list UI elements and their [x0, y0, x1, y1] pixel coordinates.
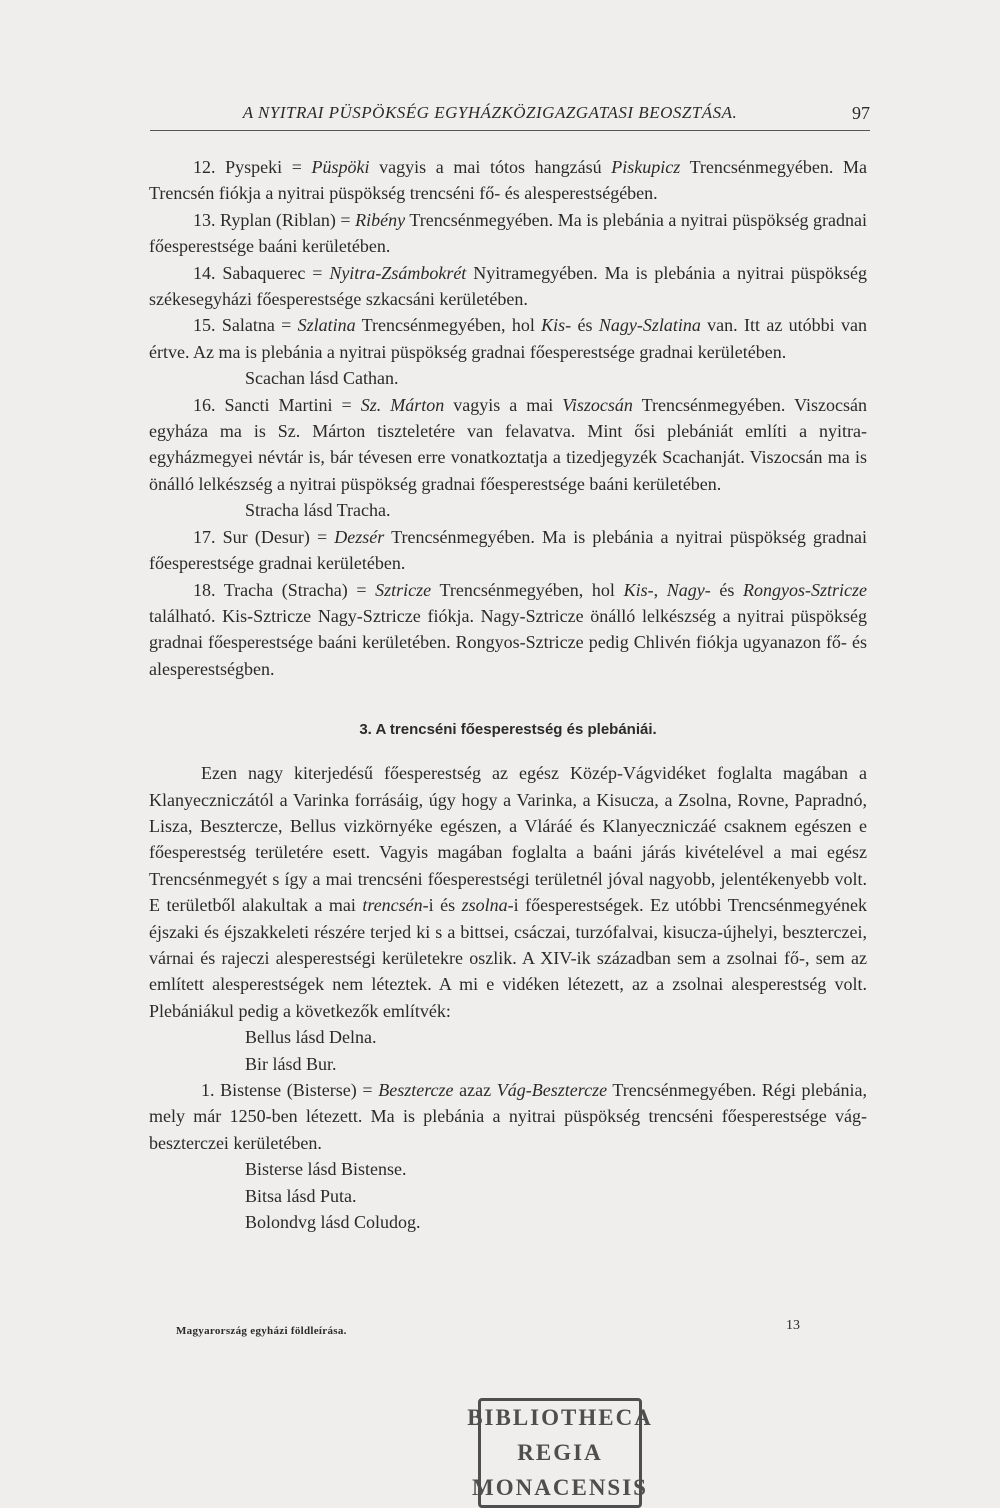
section-title: 3. A trencséni főesperestség és plebániái.	[359, 721, 657, 739]
cross-reference: Bellus lásd Delna.	[245, 1027, 377, 1048]
entry-16: 16. Sancti Martini = Sz. Márton vagyis a mai Viszocsán Trencsénmegyében. Viszocsán egyháza ma is Sz. Márton tiszteletére van felavatva. Mint ősi plebániát említi a nyitra-egyházmegyei névtár is, bár tévesen erre vonatkoztatja a tizedjegyzék Scachanját. Viszocsán ma is önálló lelkészség a nyitrai püspökség gradnai főesperestsége baáni kerületében.	[149, 394, 867, 494]
section-intro: Ezen nagy kiterjedésű főesperestség az egész Közép-Vágvidéket foglalta magában a Klanyeczniczától a Varinka forrásáig, úgy hogy a Varinka, a Kisucza, a Zsolna, Rovne, Papradnó, Lisza, Besztercze, Bellus vizkörnyéke egészen, a Vláráé és Klanyeczniczáé csaknem egészen e főesperestség területére esett. Vagyis magában foglalta a baáni járás kivételével a mai egész Trencsénmegyét s így a mai trencséni főesperestségi területnél jóval nagyobb, jelentékenyebb volt. E területből alakultak a mai trencsén-i és zsolna-i főesperestségek. Ez utóbbi Trencsénmegyének éjszaki és éjszakkeleti részére terjed ki s a bittsei, csáczai, turzófalvai, kisucza-újhelyi, beszterczei, várnai és rajeczi alesperestségi kerületekre oszlik. A XIV-ik században sem a zsolnai fő-, sem az említett alesperestségek nem léteztek. A mi e vidéken létezett, az a zsolnai alesperestség volt. Plebániákul pedig a következők említvék:	[149, 763, 867, 1021]
cross-reference: Scachan lásd Cathan.	[245, 368, 399, 389]
entry-17: 17. Sur (Desur) = Dezsér Trencsénmegyében. Ma is plebánia a nyitrai püspökség gradnai főesperestsége gradnai kerületében.	[149, 526, 867, 574]
cross-reference: Bisterse lásd Bistense.	[245, 1159, 407, 1180]
stamp-line: MONACENSIS	[472, 1474, 648, 1500]
entry-12: 12. Pyspeki = Püspöki vagyis a mai tótos hangzású Piskupicz Trencsénmegyében. Ma Trencsén fiókja a nyitrai püspökség trencséni fő- és alesperestségében.	[149, 157, 867, 204]
entry-14: 14. Sabaquerec = Nyitra-Zsámbokrét Nyitramegyében. Ma is plebánia a nyitrai püspökség székesegyházi főesperestsége szkacsáni kerületében.	[149, 262, 867, 310]
cross-reference: Bolondvg lásd Coludog.	[245, 1212, 421, 1233]
entry-1: 1. Bistense (Bisterse) = Besztercze azaz Vág-Besztercze Trencsénmegyében. Régi plebánia, mely már 1250-ben létezett. Ma is plebánia a nyitrai püspökség trencséni főesperestsége vág-beszterczei kerületében.	[149, 1080, 867, 1153]
entry-13: 13. Ryplan (Riblan) = Ribény Trencsénmegyében. Ma is plebánia a nyitrai püspökség gradnai főesperestsége baáni kerületében.	[149, 209, 867, 257]
cross-reference: Bir lásd Bur.	[245, 1053, 337, 1074]
page-number: 97	[852, 103, 870, 123]
library-stamp	[467, 1398, 653, 1508]
footer-signature: Magyarország egyházi földleírása.	[176, 1325, 347, 1337]
body-text	[149, 154, 867, 1235]
running-title: A NYITRAI PÜSPÖKSÉG EGYHÁZKÖZIGAZGATASI BEOSZTÁSA.	[242, 103, 738, 122]
stamp-line: BIBLIOTHECA	[467, 1405, 653, 1431]
sheet-number: 13	[786, 1318, 800, 1333]
cross-reference: Bitsa lásd Puta.	[245, 1185, 357, 1206]
entry-18: 18. Tracha (Stracha) = Sztricze Trencsénmegyében, hol Kis-, Nagy- és Rongyos-Sztricze található. Kis-Sztricze Nagy-Sztricze fiókja. Nagy-Sztricze önálló lelkészség a nyitrai püspökség gradnai főesperestsége baáni kerületében. Rongyos-Sztricze pedig Chlivén fiókja ugyanazon fő- és alesperestségben.	[149, 579, 867, 679]
page-header	[150, 100, 870, 131]
cross-reference: Stracha lásd Tracha.	[245, 500, 391, 521]
stamp-line: REGIA	[517, 1439, 603, 1465]
entry-15: 15. Salatna = Szlatina Trencsénmegyében, hol Kis- és Nagy-Szlatina van. Itt az utóbbi van értve. Az ma is plebánia a nyitrai püspökség gradnai főesperestsége gradnai kerületében.	[149, 315, 867, 362]
